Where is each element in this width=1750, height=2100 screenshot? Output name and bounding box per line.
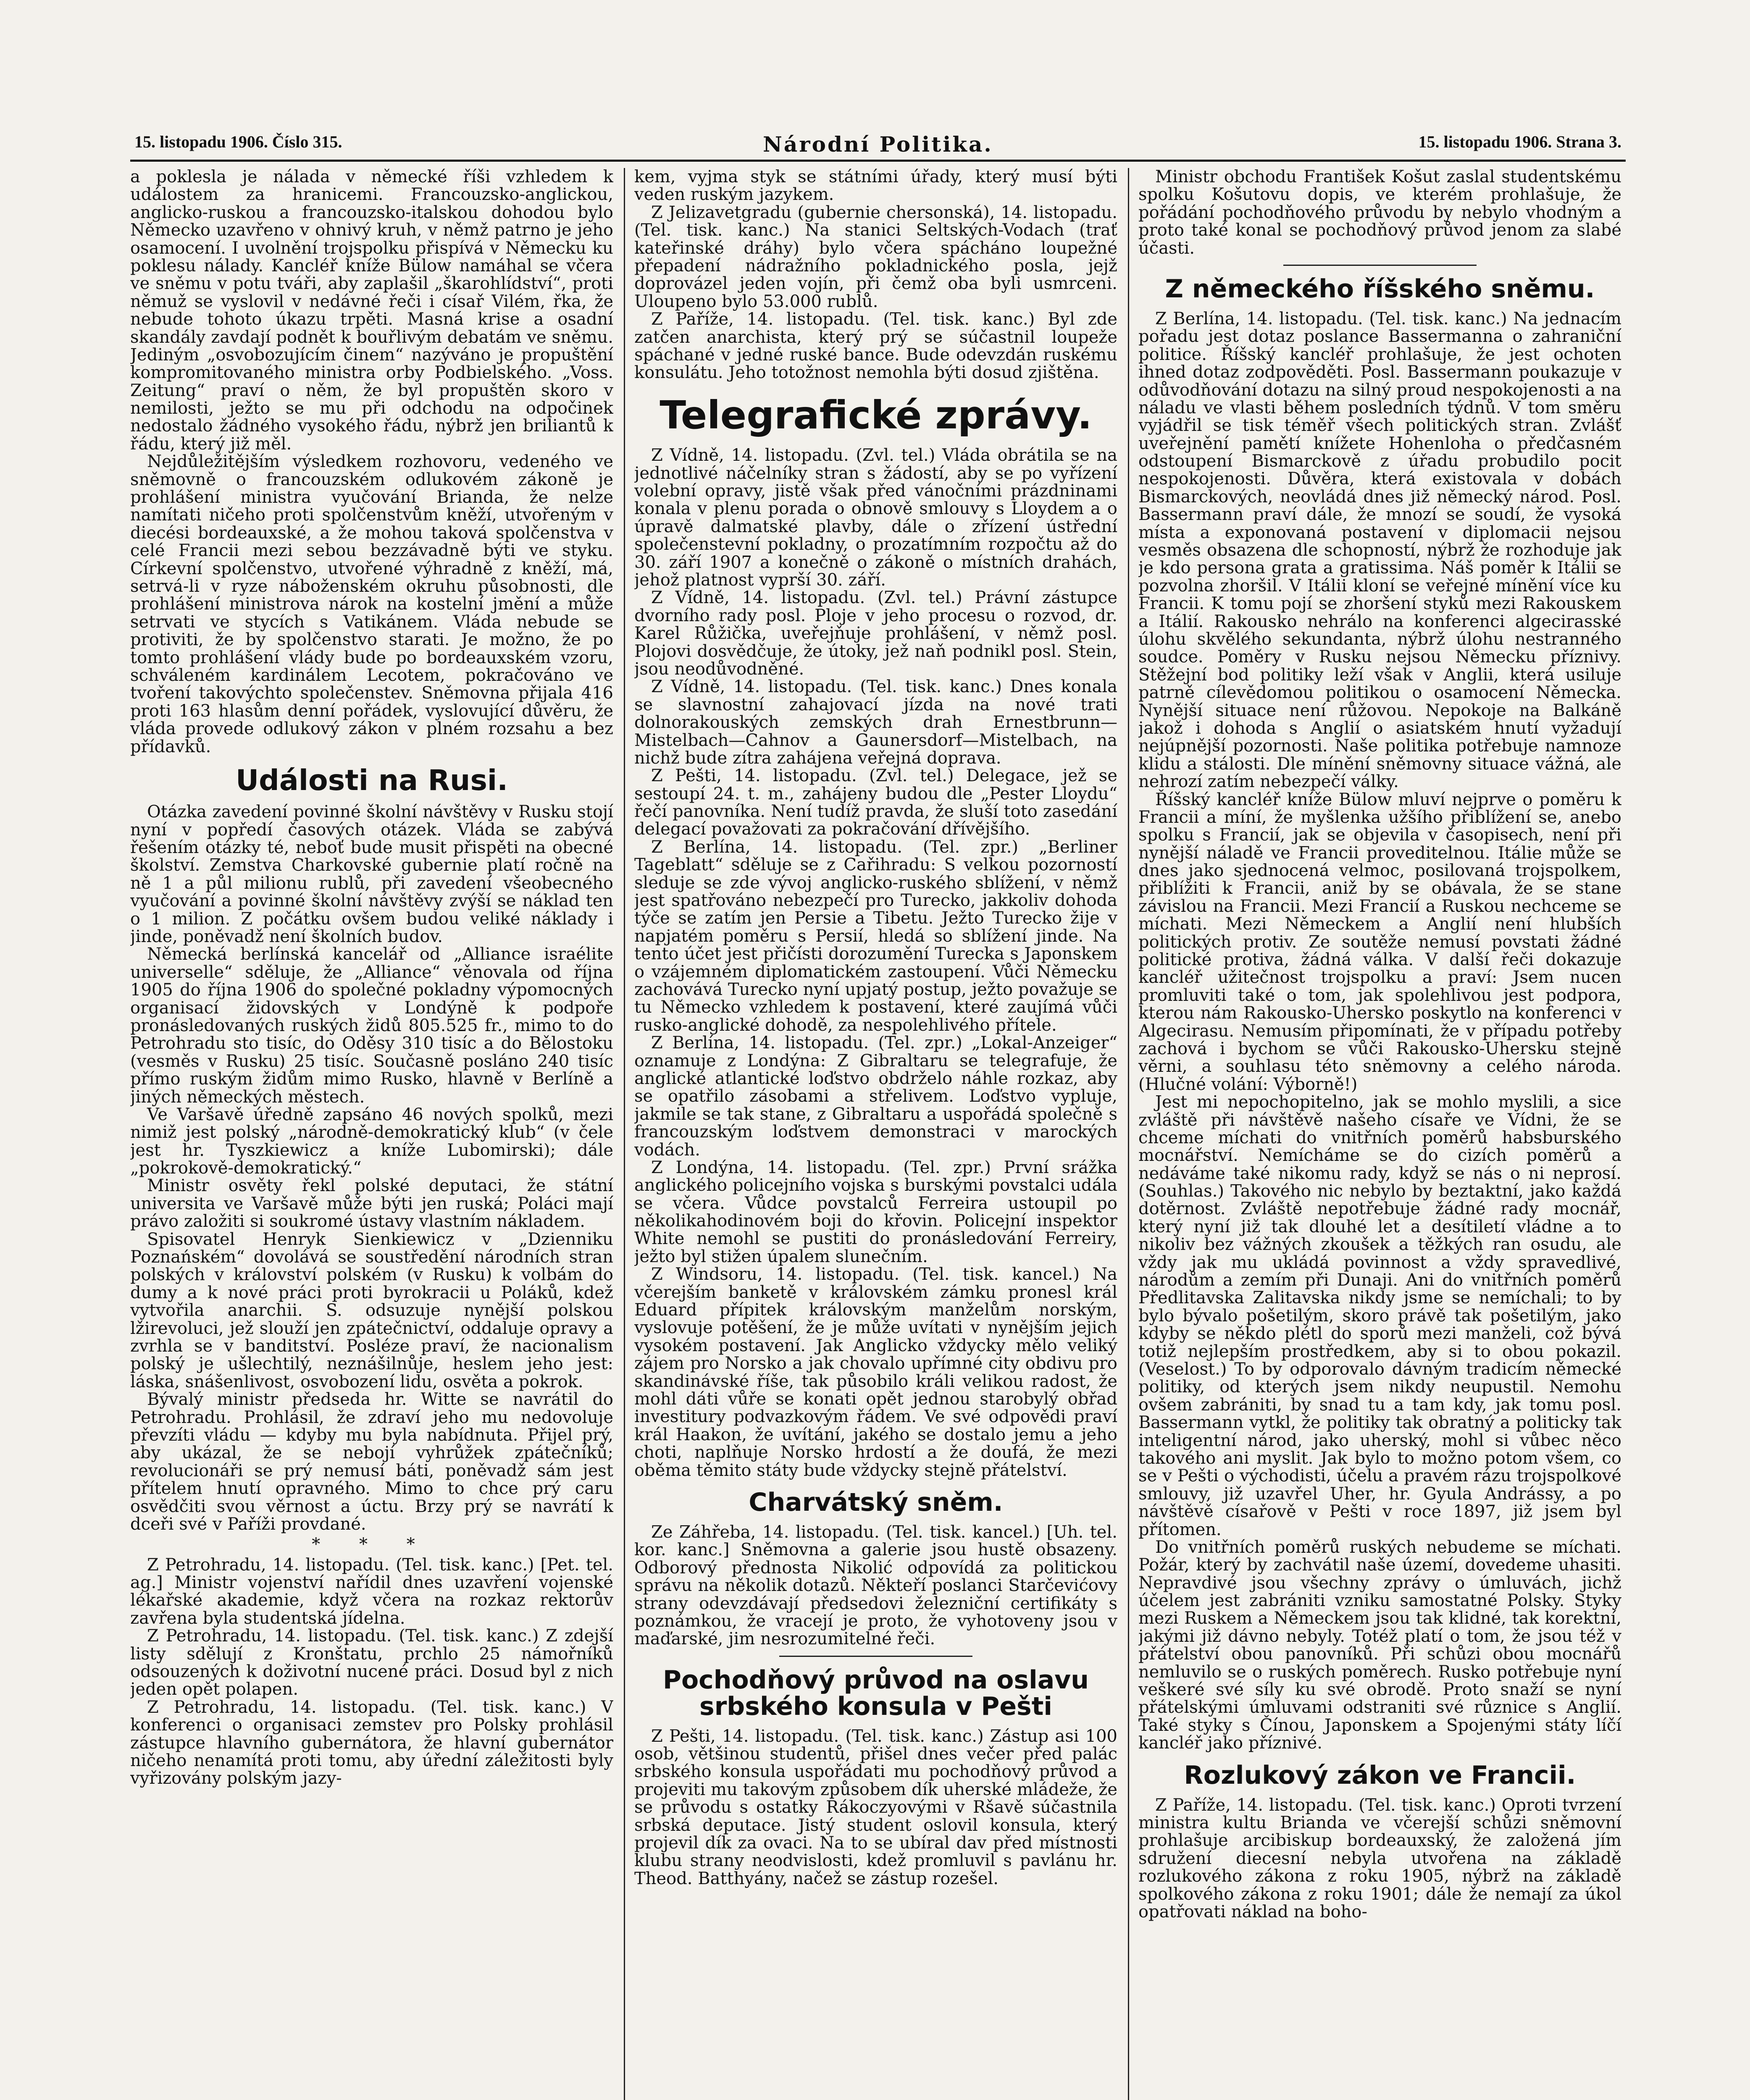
paragraph: Ve Varšavě úředně zapsáno 46 nových spolků, mezi nimiž jest polský „národně-demokratický klub“ (v čele jest hr. Tyszkiewicz a kníže Lubomirski); dále „pokrokově-demokratický.“ xyxy=(130,1105,613,1178)
paragraph: Z Pešti, 14. listopadu. (Zvl. tel.) Delegace, jež se sestoupí 24. t. m., zahájeny budou dle „Pester Lloydu“ řečí panovníka. Není tudíž pravda, že sluší toto zasedání delegací považovati za pokračování dřívějšího. xyxy=(634,766,1117,839)
paragraph: Z Vídně, 14. listopadu. (Tel. tisk. kanc.) Dnes konala se slavnostní zahajovací jízda na nové trati dolnorakouských zemských drah Ernestbrunn—Mistelbach—Cahnov a Gaunersdorf—Mistelbach, na nichž bude zítra zahájena veřejná doprava. xyxy=(634,677,1117,768)
paragraph: Z Petrohradu, 14. listopadu. (Tel. tisk. kanc.) [Pet. tel. ag.] Ministr vojenství nařídil dnes uzavření vojenské lékařské akademie, když včera na rozkaz rektorův zavřena byla studentská jídelna. xyxy=(130,1555,613,1628)
paragraph: Bývalý ministr předseda hr. Witte se navrátil do Petrohradu. Prohlásil, že zdraví jeho mu nedovoluje převzíti vládu — kdyby mu byla nabídnuta. Přijel prý, aby ukázal, že se nebojí vyhrůžek zpátečníků; revolucionáři se prý nemusí báti, poněvadž sám jest přítelem hnutí opravného. Mimo to chce prý caru osvědčiti svou věrnost a úctu. Brzy prý se navrátí k dceři své v Paříži provdané. xyxy=(130,1390,613,1534)
paragraph: kem, vyjma styk se státními úřady, který musí býti veden ruským jazykem. xyxy=(634,168,1117,205)
column-1 xyxy=(130,168,613,2100)
paragraph: Z Berlína, 14. listopadu. (Tel. zpr.) „Berliner Tageblatt“ sděluje se z Cařihradu: S velkou pozorností sleduje se zde vývoj anglicko-ruského sblížení, v němž jest spatřováno nebezpečí pro Turecko, jakkoliv dohoda týče se zatím jen Persie a Tibetu. Ježto Turecko žije v napjatém poměru s Persií, hledá so sblížení jinde. Na tento účet jest přičísti dorozumění Turecka s Japonskem o vzájemném diplomatickém zastoupení. Vůči Německu zachovává Turecko nyní upjatý postup, ježto považuje se tu Německo vzhledem k postavení, které zaujímá vůči rusko-anglické dohodě, za nespolehlivého přítele. xyxy=(634,837,1117,1035)
paragraph: a poklesla je nálada v německé říši vzhledem k událostem za hranicemi. Francouzsko-anglickou, anglicko-ruskou a francouzsko-italskou dohodou bylo Německo uzavřeno v ohnivý kruh, v němž patrno je jeho osamocení. I uvolnění trojspolku přispívá v Německu ku poklesu nálady. Kancléř kníže Bülow namáhal se včera ve sněmu v potu tváři, aby zaplašil „škarohlídství“, proti němuž se vyslovil v nedávné řeči i císař Vilém, řka, že nebude tohoto úkazu trpěti. Masná krise a osadní skandály zavdají podnět k bouřlivým debatám ve sněmu. Jediným „osvobozujícím činem“ nazývánо je propuštění kompromitovaného ministra orby Podbielského. „Voss. Zeitung“ praví o něm, že byl propuštěn skoro v nemilosti, ježto se mu při odchodu na odpočinek nedostalo žádného vysokého řádu, nýbrž jen briliantů k řádu, který již měl. xyxy=(130,168,613,454)
section-heading-charvatsky: Charvátský sněm. xyxy=(749,1487,1003,1517)
paragraph: Z Paříže, 14. listopadu. (Tel. tisk. kanc.) Oproti tvrzení ministra kultu Brianda ve včerejší schůzi sněmovní prohlašuje arcibiskup bordeauxský, že založená jím sdružení diecesní nebyla utvořena na základě rozlukového zákona z roku 1905, nýbrž na základě spolkového zákona z roku 1901; dále že nemají za úkol opatřovati náklad na boho- xyxy=(1138,1795,1621,1922)
section-heading-risskeho-snemu: Z německého říšského sněmu. xyxy=(1165,274,1595,304)
paragraph: Z Berlína, 14. listopadu. (Tel. zpr.) „Lokal-Anzeiger“ oznamuje z Londýna: Z Gibraltaru se telegrafuje, že anglické atlantické loďstvo obdrželo náhle rozkaz, aby se opatřilo zásobami a střelivem. Loďstvo vypluje, jakmile se tak stane, z Gibraltaru a uspořádá společně s francouzským loďstvem demonstraci v marockých vodách. xyxy=(634,1033,1117,1160)
paragraph: Ministr obchodu František Košut zaslal studentskému spolku Košutovu dopis, ve kterém prohlašuje, že pořádání pochodňového průvodu by nebylo vhodným a proto také konal se pochodňový průvod jenom za slabé účasti. xyxy=(1138,168,1621,258)
paragraph: Spisovatel Henryk Sienkiewicz v „Dzienniku Poznańském“ dovolává se soustředění národních stran polských v království polském (v Rusku) k volbám do dumy a k nové práci proti byrokracii u Poláků, kdež vytvořila anarchii. S. odsuzuje nynější polskou lžirevoluci, jež slouží jen zpátečnictví, oddaluje opravy a zvrhla se v banditství. Posléze praví, že nacionalism polský je ušlechtilý, neznášilnůje, heslem jeho jest: láska, snášenlivost, osvobození lidu, osvěta a pokrok. xyxy=(130,1229,613,1391)
paragraph: Z Petrohradu, 14. listopadu. (Tel. tisk. kanc.) V konferenci o organisaci zemstev pro Polsky prohlásil zástupce hlavního gubernátora, že hlavní gubernátor ničeho nenamítá proti tomu, aby úřední záležitosti byly vyřizovány polským jazy- xyxy=(130,1697,613,1788)
separator-stars: * * * xyxy=(312,1535,432,1554)
header-date-issue: 15. listopadu 1906. Číslo 315. xyxy=(134,132,342,151)
section-heading-rozlukovy: Rozlukový zákon ve Francii. xyxy=(1184,1760,1576,1790)
column-2 xyxy=(634,168,1117,2100)
paragraph: Z Vídně, 14. listopadu. (Zvl. tel.) Vláda obrátila se na jednotlivé náčelníky stran s žádostí, aby se po vyřízení volební opravy, jistě však před vánočními prázdninami konala v plenu porada o obnově smlouvy s Lloydem a o úpravě dalmatské plavby, dále o zřízení ústřední společenstevní pokladny, o prozatímním rozpočtu až do 30. září 1907 a konečně o zákoně o místních drahách, jehož platnost vyprší 30. září. xyxy=(634,446,1117,590)
newspaper-page xyxy=(130,126,1626,2100)
column-rule xyxy=(624,168,625,2100)
section-heading-pochodnovy: Pochodňový průvod na oslavu srbského konsula v Pešti xyxy=(662,1665,1089,1721)
paragraph: Z Londýna, 14. listopadu. (Tel. zpr.) První srážka anglického policejního vojska s burskými povstalci udála se včera. Vůdce povstalců Ferreira ustoupil po několikahodinovém boji do křovin. Policejní inspektor White nemohl se pustiti do pronásledování Ferreiry, ježto byl stižen úpalem slunečním. xyxy=(634,1158,1117,1266)
masthead: Národní Politika. xyxy=(763,132,993,157)
paragraph: Nejdůležitějším výsledkem rozhovoru, vedeného ve sněmovně o francouzském odlukovém zákoně je prohlášení ministra vyučování Brianda, že nelze namítati ničeho proti spolčenstvům kněží, utvořeným v diecési bordeauxské, a že mohou taková spolčenstva v celé Francii mezi sebou bezzávadně býti ve styku. Církevní spolčenstvo, utvořené výhradně z kněží, má, setrvá-li v ryze náboženském okruhu působnosti, dle prohlášení ministrova nárok na kostelní jmění a může setrvati ve stycích s Vatikánem. Vláda nebude se protiviti, že by spolčenstvo starati. Je možno, že po tomto prohlášení vlády bude po bordeauxském vzoru, schváleném kardinálem Lecotem, pokračováno ve tvoření takovýchto společenstev. Sněmovna přijala 416 proti 163 hlasům denní pořádek, vyslovující důvěru, že vláda provede odlukový zákon v plném rozsahu a bez přídavků. xyxy=(130,452,613,756)
paragraph: Ministr osvěty řekl polské deputaci, že státní universita ve Varšavě může býti jen ruská; Poláci mají právo založiti si soukromé ústavy vlastním nákladem. xyxy=(130,1176,613,1231)
paragraph: Otázka zavedení povinné školní návštěvy v Rusku stojí nyní v popředí časových otázek. Vláda se zabývá řešením otázky té, neboť bude musit přispěti na obecné školství. Zemstva Charkovské gubernie platí ročně na ně 1 a půl milionu rublů, při zavedení všeobecného vyučování a povinné školní návštěvy zvýší se náklad ten o 1 milion. Z počátku ovšem budou veliké náklady i jinde, poněvadž není školních budov. xyxy=(130,802,613,947)
section-heading-telegraficke: Telegrafické zprávy. xyxy=(660,392,1092,438)
paragraph: Říšský kancléř kníže Bülow mluví nejprve o poměru k Francii a míní, že myšlenka užšího přiblížení se, anebo spolku s Francií, jak se objevila v časopisech, není při nynější náladě ve Francii proveditelnou. Itálie může se dnes jako sjednocená velmoc, posilovaná trojspolkem, přiblížiti k Francii, aniž by se obávala, že se stane závislou na Francii. Mezi Francií a Ruskou nechceme se míchati. Mezi Německem a Anglií není hlubších politických protiv. Ze soutěže nemusí povstati žádné politické protiva, žádná válka. V další řeči dokazuje kancléř užitečnost trojspolku a praví: Jsem nucen promluviti také o tom, jak spolehlivou jest podpora, kterou nám Rakousko-Uhersko poskytlo na konferenci v Algecirasu. Nemusím připomínati, že v případu potřeby zachová i bychom se vůči Rakousko-Uhersku stejně věrni, a souhlasu této sněmovny a celého národa. (Hlučné volání: Výborně!) xyxy=(1138,790,1621,1094)
paragraph: Jest mi nepochopitelno, jak se mohlo myslili, a sice zvláště při návštěvě našeho císaře ve Vídni, že se chceme míchati do vnitřních poměrů habsburského mocnářství. Nemícháme se do cizích poměrů a nedáváme také nikomu rady, když se nás o ni neprosí. (Souhlas.) Takového nic nebylo by beztaktní, jako každá dotěrnost. Zvláště nepotřebuje žádné rady mocnář, který nyní již tak dlouhé let a desítiletí vládne a to nikoliv bez vážných zkoušek a těžkých ran osudu, ale vždy jak mu ukládá povinnost a vždy spravedlivé, národům a zemím při Dunaji. Ani do vnitřních poměrů Předlitavska Zalitavska nikdy jsme se nemíchali; to by bylo bývalo pošetilým, skoro právě tak pošetilým, jako kdyby se někdo plétl do sporů mezi manželi, což bývá totiž nejlepším prostředkem, aby si to obou pokazil. (Veselost.) To by odporovalo dávným tradicím německé politiky, od kterých jsem nikdy neupustil. Nemohu ovšem zabrániti, by snad tu a tam kdy, jak tomu posl. Bassermann vytkl, že politiky tak obratný a politicky tak inteligentní národ, jako uherský, mohl si vůbec něco takového ani myslit. Jak bylo to možno potom všem, co se v Pešti o východisti, účelu a pravém rázu trojspolkové smlouvy, již uzavřel Uher, hr. Gyula Andrássy, a po návštěvě císařově v Pešti v roce 1897, již jsem byl přítomen. xyxy=(1138,1092,1621,1539)
paragraph: Z Berlína, 14. listopadu. (Tel. tisk. kanc.) Na jednacím pořadu jest dotaz poslance Bassermanna o zahraniční politice. Říšský kancléř prohlašuje, že jest ochoten ihned dotaz zodpověděti. Posl. Bassermann poukazuje v odůvodňování dotazu na silný proud nespokojenosti a na náladu ve vlasti během posledních týdnů. V tom směru vyjádřil se tisk téměř všech politických stran. Zvlášť uveřejnění pamětí knížete Hohenloha o předčasném odstoupení Bismarckově z úřadu probudilo pocit nespokojenosti. Důvěra, která existovala v dobách Bismarckových, neovládá dnes již německý národ. Posl. Bassermann praví dále, že mnozí se soudí, že vysoká místa a exponovaná postavení v diplomacii nejsou vesměs obsazena dle schopností, nýbrž že rozhoduje jak je kdo persona grata a gratissima. Náš poměr k Itálii se pozvolna zhoršil. V Itálii kloní se veřejné mínění více ku Francii. K tomu pojí se zhoršení styků mezi Rakouskem a Itálií. Rakousko nehrálo na konferenci algecirasské úlohu skvělého sekundanta, nýbrž úlohu nestranného soudce. Poměry v Rusku nejsou Německu příznivy. Stěžejní bod politiky leží však v Anglii, která usiluje patrně cílevědomou politikou o osamocení Německa. Nynější situace není růžovou. Nepokoje na Balkáně jakož i dohoda s Anglií o asiatském hnutí vyžadují nejúpnější pozornosti. Naše politika potřebuje namnoze klidu a stálosti. Dle mínění sněmovny situace vážná, ale nehrozí zatím nebezpečí války. xyxy=(1138,309,1621,792)
paragraph: Z Petrohradu, 14. listopadu. (Tel. tisk. kanc.) Z zdejší listy sdělují z Kronštatu, prchlo 25 námořníků odsouzených k doživotní nucené práci. Dosud byl z nich jeden opět polapen. xyxy=(130,1626,613,1699)
paragraph: Ze Záhřeba, 14. listopadu. (Tel. tisk. kancel.) [Uh. tel. kor. kanc.] Sněmovna a galerie jsou hustě obsazeny. Odborový přednosta Nikolić odpovídá za politickou správu na několik dotazů. Někteří poslanci Starčevićovy strany odevzdávají předsedovi železniční certifikáty s poznámkou, že vracejí je proto, že vyhotoveny jsou v maďarské, jim nesrozumitelné řeči. xyxy=(634,1522,1117,1649)
section-heading-rusi: Události na Rusi. xyxy=(235,764,508,797)
divider xyxy=(1283,265,1477,266)
paragraph: Do vnitřních poměrů ruských nebudeme se míchati. Požár, který by zachvátil naše území, dovedeme uhasiti. Nepravdivé jsou všechny zprávy o úmluvách, jichž účelem jest zabrániti vzniku samostatné Polsky. Styky mezi Ruskem a Německem jsou tak klidné, tak korektní, jakými již dávno nebyly. Totéž platí o tom, že jsou též v přátelství obou panovníků. Při schůzi obou mocnářů nemluvilo se o ruských poměrech. Rusko potřebuje nyní veškeré své síly ku své obrodě. Proto snaží se nyní přátelskými úmluvami odstraniti své různice s Anglií. Také styky s Čínou, Japonskem a Spojenými státy líčí kancléř jako příznivé. xyxy=(1138,1537,1621,1753)
paragraph: Z Pešti, 14. listopadu. (Tel. tisk. kanc.) Zástup asi 100 osob, většinou studentů, přišel dnes večer před palác srbského konsula uspořádati mu pochodňový průvod a projeviti mu takovým způsobem dík uherské mládeže, že se průvodu s ostatky Rákoczyovými v Ršavě súčastnila srbská deputace. Jistý student oslovil konsula, který projevil dík za ovaci. Na to se ubíral dav před místnosti klubu strany neodvislosti, kdež promluvil s pavlánu hr. Theod. Batthyány, načež se zástup rozešel. xyxy=(634,1726,1117,1888)
column-3 xyxy=(1138,168,1621,2100)
header-date-page: 15. listopadu 1906. Strana 3. xyxy=(1418,132,1621,151)
page-header xyxy=(130,126,1626,162)
paragraph: Z Windsoru, 14. listopadu. (Tel. tisk. kancel.) Na včerejším banketě v královském zámku pronesl král Eduard přípitek královským manželům norským, vyslovuje potěšení, že je může uvítati v nynějším jejich vysokém postavení. Jak Anglicko vždycky mělo veliký zájem pro Norsko a jak chovalo upřímné city obdivu pro skandinávské říše, tak působilo králi velikou radost, že mohl dáti vůře se konati opět jednou starobylý obřad investitury podvazkovým řádem. Ve své odpovědi praví král Haakon, že uvítání, jakého se dostalo jemu a jeho choti, naplňuje Norsko hrdostí a že doufá, že mezi oběma těmito státy bude vždycky stejně přátelství. xyxy=(634,1265,1117,1480)
paragraph: Německá berlínská kancelář od „Alliance israélite universelle“ sděluje, že „Alliance“ věnovala od října 1905 do října 1906 do společné pokladny výpomocných organisací židovských v Londýně k podpoře pronásledovaných ruských židů 805.525 fr., mimo to do Petrohradu sto tisíc, do Oděsy 310 tisíc a do Bělostoku (vesměs v Rusku) 25 tisíc. Současně posláno 240 tisíc přímo ruským židům mimo Rusko, hlavně v Berlíně a jiných německých městech. xyxy=(130,945,613,1107)
paragraph: Z Vídně, 14. listopadu. (Zvl. tel.) Právní zástupce dvorního rady posl. Ploje v jeho procesu o rozvod, dr. Karel Růžička, uveřejňuje prohlášení, v němž posl. Plojovi dosvědčuje, že útoky, jež naň podnikl posl. Stein, jsou neodůvodněné. xyxy=(634,588,1117,679)
paragraph: Z Jelizavetgradu (gubernie chersonská), 14. listopadu. (Tel. tisk. kanc.) Na stanici Seltských-Vodach (trať kateřinské dráhy) bylo včera spácháno loupežné přepadení nádražního pokladnického posla, jejž doprovázel jeden vojín, při čemž oba byli usmrceni. Uloupeno bylo 53.000 rublů. xyxy=(634,202,1117,311)
column-rule xyxy=(1128,168,1129,2100)
divider xyxy=(779,1656,972,1657)
paragraph: Z Paříže, 14. listopadu. (Tel. tisk. kanc.) Byl zde zatčen anarchista, který prý se súčastnil loupeže spáchané v jedné ruské bance. Bude odevzdán ruskému konsulátu. Jeho totožnost nemohla býti dosud zjištěna. xyxy=(634,310,1117,383)
